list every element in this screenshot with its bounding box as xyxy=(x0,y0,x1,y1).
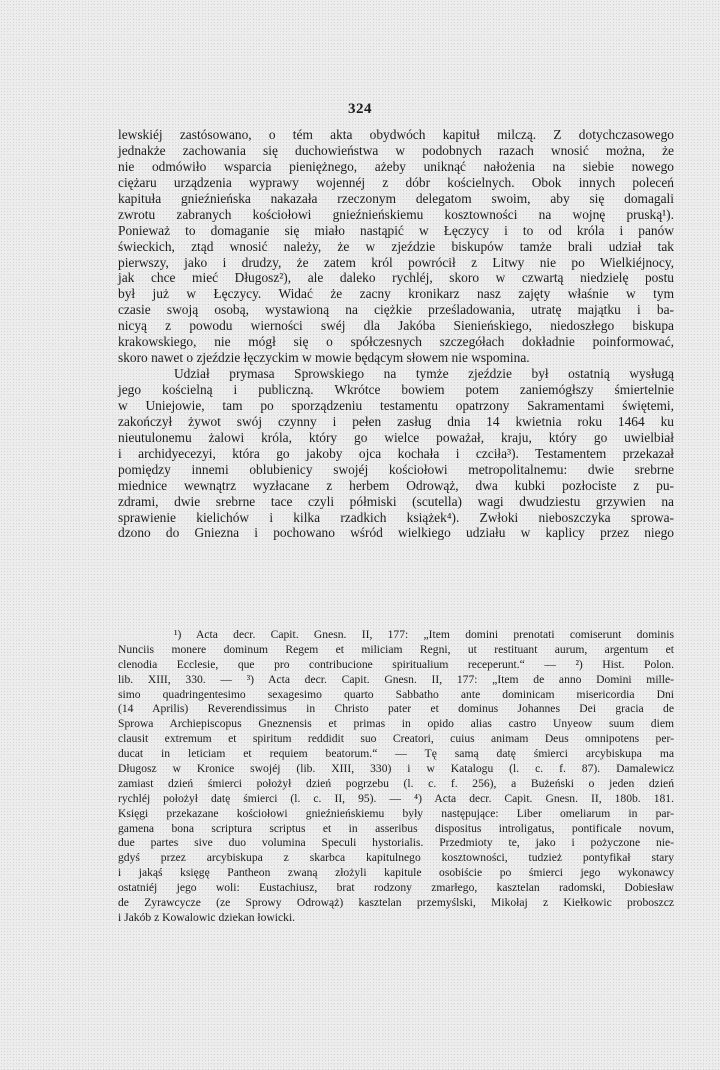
footnote-line: rychléj położył datę śmierci (l. c. II, 95). — ⁴) Acta decr. Capit. Gnesn. II, 180b. 181. xyxy=(118,791,674,805)
footnote-line: due partes sive duo volumina Speculi hystorialis. Przedmioty te, jako i pożyczone nie- xyxy=(118,836,674,850)
body-line: kapituła gnieźnieńska nakazała rzeczonym delegatom swoim, aby się domagali xyxy=(118,190,674,206)
footnotes xyxy=(118,628,674,926)
body-line: ciężaru urządzenia wyprawy wojennéj z dóbr kościelnych. Obok innych poleceń xyxy=(118,174,674,190)
footnote-line: ducat in leticiam et requiem beatorum.“ — Tę samą datę śmierci arcybiskupa ma xyxy=(118,747,674,761)
footnote-line: Nunciis monere dominum Regem et miliciam Regni, ut restituant aurum, argentum et xyxy=(118,642,674,656)
footnote-line: i jakąś księgę Pantheon zwaną złożyli kapitule osobiście po śmierci jego wykonawcy xyxy=(118,866,674,880)
body-line: krakowskiego, nie mógł się o spółczesnych szczegółach dokładnie poinformować, xyxy=(118,334,674,350)
footnote-line: de Zyrawcycze (ze Sprowy Odrowąż) kasztelan przemyślski, Mikołaj z Kiełkowic proboszcz xyxy=(118,896,674,910)
footnote-line: clausit extremum et spiritum reddidit suo Creatori, cuius animam Deus omnipotens per- xyxy=(118,732,674,746)
footnote-line: zamiast dzień śmierci położył dzień pogrzebu (l. c. f. 256), a Bużeński o jeden dzień xyxy=(118,776,674,790)
body-line-paragraph-start: Udział prymasa Sprowskiego na tymże zjeździe był ostatnią wysługą xyxy=(174,366,674,382)
page-number: 324 xyxy=(348,101,372,117)
footnote-line: Długosz w Kronice swojéj (lib. XIII, 330) i w Katalogu (l. c. f. 87). Damalewicz xyxy=(118,762,674,776)
body-line: był już w Łęczycy. Widać że zacny kronikarz nasz zajęty właśnie w tym xyxy=(118,286,674,302)
footnote-line: gdyś przez arcybiskupa z skarbca kapitulnego kosztowności, tudzież pontyfikał stary xyxy=(118,851,674,865)
footnote-line: simo quadringentesimo sexagesimo quarto Sabbatho ante dominicam misericordia Dni xyxy=(118,687,674,701)
body-line: pomiędzy innemi oblubienicy swojéj kościołowi metropolitalnemu: dwie srebrne xyxy=(118,461,674,477)
body-line: sprawienie kielichów i kilka rzadkich książek⁴). Zwłoki nieboszczyka sprowa- xyxy=(118,509,674,525)
main-text xyxy=(118,127,674,541)
footnote-line: ¹) Acta decr. Capit. Gnesn. II, 177: „Item domini prenotati comiserunt dominis xyxy=(174,628,674,641)
body-line: czasie swoją osobą, wystawioną na ciężkie prześladowania, utratę majątku i ba- xyxy=(118,302,674,318)
body-line: w Uniejowie, tam po sporządzeniu testamentu opatrzony Sakramentami świętemi, xyxy=(118,397,674,413)
body-line: lewskiéj zastósowano, o tém akta obydwóch kapituł milczą. Z dotychczasowego xyxy=(118,127,674,142)
body-line: skoro nawet o zjeździe łęczyckim w mowie będącym słowem nie wspomina. xyxy=(118,350,530,366)
body-line: świeckich, ztąd wnosić należy, że w zjeździe biskupów tamże brali udział tak xyxy=(118,238,674,254)
body-line: nicyą z powodu wierności swéj dla Jakóba Sienieńskiego, niedoszłego biskupa xyxy=(118,318,674,334)
body-line: i archidyecezyi, która go jakoby ojca kochała i czciła³). Testamentem przekazał xyxy=(118,445,674,461)
footnote-line: (14 Aprilis) Reverendissimus in Christo pater et dominus Johannes Dei gracia de xyxy=(118,702,674,716)
body-line: zwrotu zabranych kościołowi gnieźnieńskiemu kosztowności na wojnę pruską¹). xyxy=(118,206,674,222)
body-line: miednice wewnątrz wyzłacane z herbem Odrowąż, dwa kubki pozłociste z pu- xyxy=(118,477,674,493)
footnote-line: i Jakób z Kowalowic dziekan łowicki. xyxy=(118,910,296,924)
footnote-line: lib. XIII, 330. — ³) Acta decr. Capit. Gnesn. II, 177: „Item de anno Domini mille- xyxy=(118,672,674,686)
footnote-line: ostatniéj jego woli: Eustachiusz, brat rodzony zmarłego, kasztelan radomski, Dobiesław xyxy=(118,881,674,895)
body-line: nieutulonemu żalowi króla, który go wielce poważał, kraju, który go uwielbiał xyxy=(118,429,674,445)
body-line: Ponieważ to domaganie się miało nastąpić w Łęczycy i to od króla i panów xyxy=(118,222,674,238)
body-line: nie odmówiło wsparcia pieniężnego, ażeby uniknąć nałożenia na siebie nowego xyxy=(118,158,674,174)
body-line: dzono do Gniezna i pochowano wśród wielkiego udziału w kaplicy przez niego xyxy=(118,525,674,541)
footnote-line: clenodia Ecclesie, que pro contribucione spiritualium receperunt.“ — ²) Hist. Polon. xyxy=(118,657,674,671)
body-line: jego kościelną i publiczną. Wkrótce bowiem potem zaniemógłszy śmiertelnie xyxy=(118,382,674,397)
body-line: zdrami, dwie srebrne tace czyli półmiski (scutella) wagi dwudziestu grzywien na xyxy=(118,493,674,509)
body-line: zakończył żywot swój czynny i pełen zasług dnia 14 kwietnia roku 1464 ku xyxy=(118,413,674,429)
footnote-line: Księgi przekazane kościołowi gnieźnieńskiemu były następujące: Liber omeliarum in par- xyxy=(118,806,674,820)
body-line: jednakże zachowania się duchowieństwa w podobnych razach wnosić można, że xyxy=(118,142,674,158)
body-line: pierwszy, jako i drudzy, że zatem król powrócił z Litwy nie po Wielkiéjnocy, xyxy=(118,254,674,270)
footnote-line: gamena bona scriptura scriptus et in asseribus dispositus introligatus, pontificale novum, xyxy=(118,821,674,835)
body-line: jak chce mieć Długosz²), ale daleko rychléj, skoro w czwartą niedzielę postu xyxy=(118,270,674,286)
footnote-line: Sprowa Archiepiscopus Gneznensis et primas in opido alias castro Unyeow suum diem xyxy=(118,717,674,731)
